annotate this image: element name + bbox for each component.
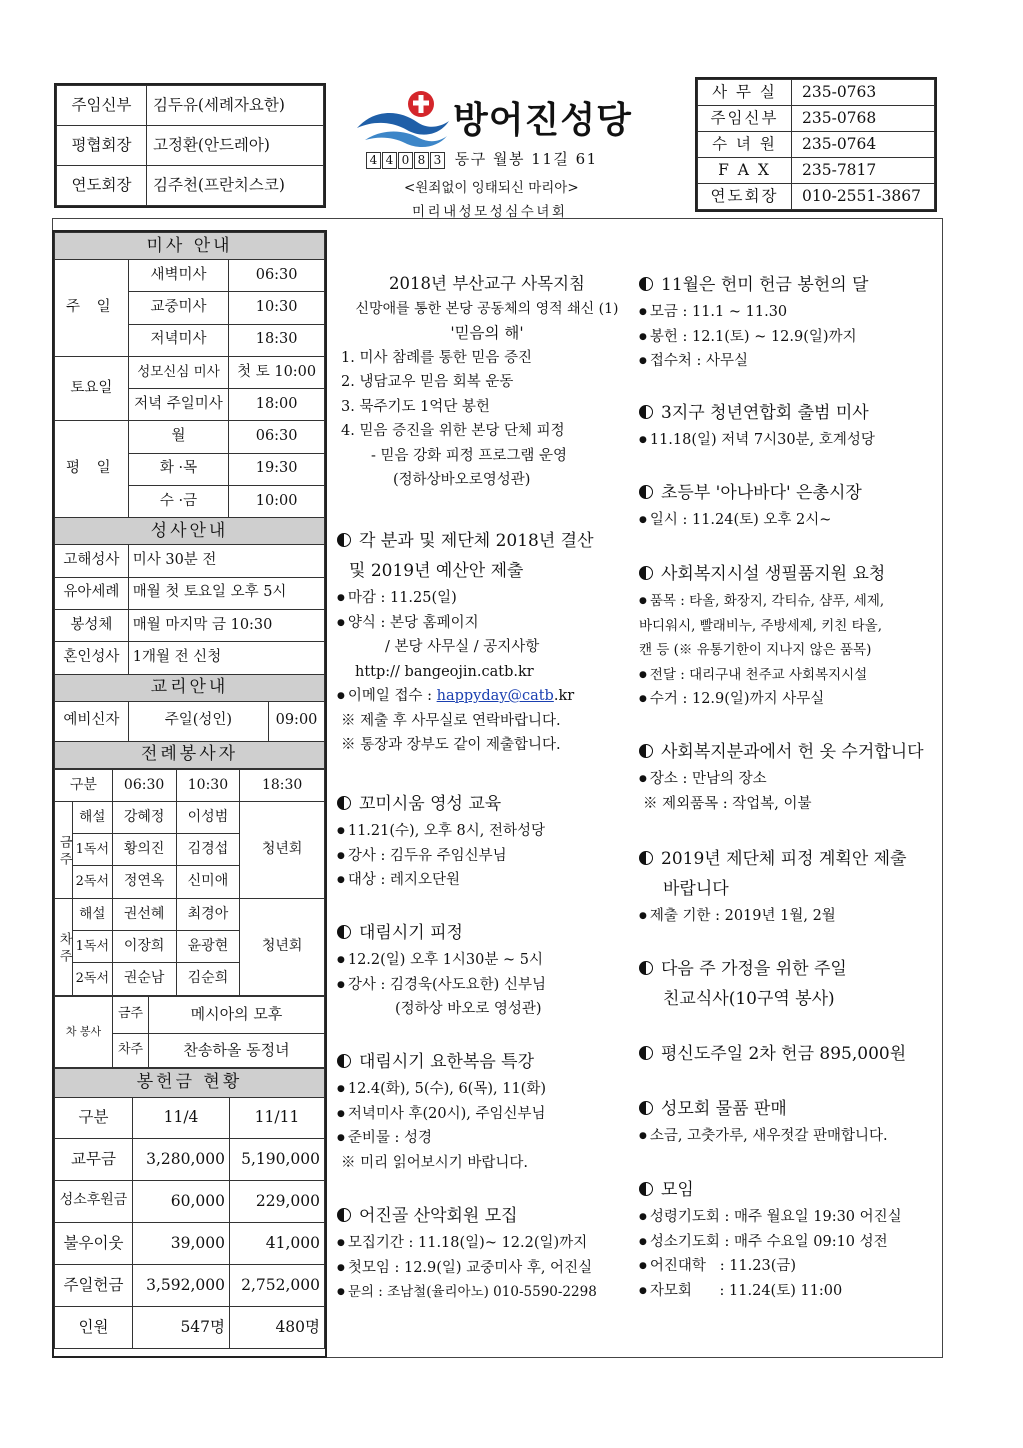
advent-lecture-line: ● 저녁미사 후(20시), 주임신부님	[337, 1102, 637, 1127]
announcements-area	[327, 230, 943, 1358]
budget-email-line	[337, 684, 637, 709]
retreat-plan-notice	[639, 844, 939, 929]
advent-retreat-place: (정하상 바오로 영성관)	[395, 1001, 542, 1017]
contact-label: 연도회장	[698, 184, 792, 210]
offering-month-title: 11월은 헌미 헌금 봉헌의 달	[661, 275, 869, 295]
contact-phone: 010-2551-3867	[792, 184, 935, 210]
hiking-club-notice	[337, 1201, 637, 1305]
mass-name: 새벽미사	[128, 260, 229, 292]
server-role: 해설	[72, 898, 112, 930]
clergy-table	[56, 85, 324, 206]
welfare-line: ● 수거 : 12.9(일)까지 사무실	[639, 687, 939, 712]
sacrament-name: 혼인성사	[55, 642, 129, 674]
mass-section-title: 미사 안내	[55, 233, 325, 260]
church-name: 방어진성당	[453, 100, 632, 141]
church-logo	[355, 88, 675, 150]
doctrine-time: 09:00	[269, 701, 325, 741]
server-name: 정연옥	[112, 866, 176, 898]
half-circle-icon	[337, 533, 351, 547]
contacts-table	[697, 79, 935, 210]
meeting-line: ● 어진대학 : 11.23(금)	[639, 1254, 939, 1279]
cleaning-week: 차주	[113, 1033, 149, 1067]
policy-subtitle: 신망애를 통한 본당 공동체의 영적 쇄신 (1)	[355, 300, 619, 317]
contact-row	[698, 132, 935, 158]
mass-day-label: 평 일	[55, 421, 129, 518]
advent-lecture-line: ● 준비물 : 성경	[337, 1126, 637, 1151]
sacrament-name: 봉성체	[55, 609, 129, 641]
mass-time: 18:30	[229, 324, 325, 356]
offering-value: 60,000	[133, 1180, 230, 1222]
offering-month-line: ● 모금 : 11.1 ~ 11.30	[639, 300, 939, 325]
welfare-line: 바디워시, 빨래비누, 주방세제, 키친 타올,	[639, 617, 882, 634]
wave-cross-logo-icon	[355, 88, 451, 150]
mass-time: 첫 토 10:00	[229, 356, 325, 388]
zip-code	[366, 150, 446, 169]
contacts-box	[695, 77, 937, 212]
server-name: 이장희	[112, 931, 176, 963]
mass-name: 교중미사	[128, 292, 229, 324]
clothes-line: ● 장소 : 만남의 장소	[639, 767, 939, 792]
clergy-name: 김주천(프란치스코)	[147, 166, 324, 206]
youth-mass-notice	[639, 398, 939, 453]
welfare-line: 캔 등 (※ 유통기한이 지나지 않은 품목)	[639, 642, 872, 658]
sale-line: ● 소금, 고춧가루, 새우젓갈 판매합니다.	[639, 1124, 939, 1149]
budget-deadline: ● 마감 : 11.25(일)	[337, 586, 637, 611]
plan-title: 2019년 제단체 피정 계획안 제출	[661, 849, 907, 869]
budget-notice	[337, 526, 637, 758]
policy-title: 2018년 부산교구 사목지침	[389, 274, 585, 293]
offering-month-line: ● 접수처 : 사무실	[639, 349, 939, 374]
doctrine-group: 주일(성인)	[128, 701, 268, 741]
mass-time: 19:30	[229, 453, 325, 485]
contact-row	[698, 158, 935, 184]
advent-lecture-line: ● 12.4(화), 5(수), 6(목), 11(화)	[337, 1077, 637, 1102]
offering-value: 3,280,000	[133, 1138, 230, 1180]
server-role: 1독서	[72, 834, 112, 866]
mass-time: 10:00	[229, 486, 325, 518]
clothes-note: ※ 제외품목 : 작업복, 이불	[643, 795, 812, 812]
zip-digit: 8	[414, 152, 429, 169]
contact-label: 주임신부	[698, 106, 792, 132]
half-circle-icon	[639, 277, 653, 291]
mass-name: 화 ·목	[128, 453, 229, 485]
server-name: 최경아	[176, 898, 240, 930]
servers-header: 18:30	[240, 769, 325, 801]
servers-header: 구분	[55, 769, 113, 801]
offering-value: 5,190,000	[230, 1138, 325, 1180]
contact-row	[698, 184, 935, 210]
budget-title-2: 및 2019년 예산안 제출	[349, 561, 524, 581]
advent-lecture-notice	[337, 1047, 637, 1175]
half-circle-icon	[639, 1182, 653, 1196]
offering-label: 교무금	[55, 1138, 133, 1180]
kids-market-notice	[639, 478, 939, 533]
homepage-link[interactable]: http:// bangeojin.catb.kr	[355, 663, 534, 680]
cleaning-label: 차 봉사	[55, 996, 113, 1067]
cleaning-table	[54, 996, 325, 1068]
youth-mass-title: 3지구 청년연합회 출범 미사	[661, 403, 869, 423]
pastoral-policy	[337, 272, 637, 493]
server-name: 강혜정	[112, 801, 176, 833]
hiking-line: ● 첫모임 : 12.9(일) 교중미사 후, 어진실	[337, 1256, 637, 1281]
family-title: 다음 주 가정을 위한 주일	[661, 959, 847, 979]
patron-subtitle: <원죄없이 잉태되신 마리아>	[404, 180, 579, 196]
advent-lecture-note: ※ 미리 읽어보시기 바랍니다.	[341, 1154, 529, 1171]
half-circle-icon	[337, 1054, 351, 1068]
mass-time: 18:00	[229, 389, 325, 421]
welfare-title: 사회복지시설 생필품지원 요청	[661, 564, 886, 584]
family-title-2: 친교식사(10구역 봉사)	[663, 989, 835, 1009]
sacrament-info: 미사 30분 전	[128, 545, 324, 577]
meeting-line: ● 성소기도회 : 매주 수요일 09:10 성전	[639, 1230, 939, 1255]
email-link[interactable]: happyday@catb	[436, 688, 554, 704]
mass-name: 수 ·금	[128, 486, 229, 518]
cleaning-group: 메시아의 모후	[149, 996, 325, 1033]
clergy-row	[57, 86, 324, 126]
advent-lecture-title: 대림시기 요한복음 특강	[359, 1052, 535, 1072]
zip-digit: 3	[430, 152, 445, 169]
hiking-line: ● 모집기간 : 11.18(일)~ 12.2(일)까지	[337, 1231, 637, 1256]
offering-label: 인원	[55, 1306, 133, 1348]
server-role: 2독서	[72, 963, 112, 995]
street-address: 동구 월봉 11길 61	[454, 150, 598, 168]
advent-retreat-notice	[337, 918, 637, 1022]
offering-value: 547명	[133, 1306, 230, 1348]
server-name: 윤광현	[176, 931, 240, 963]
meeting-line: ● 성령기도회 : 매주 월요일 19:30 어진실	[639, 1205, 939, 1230]
offering-label: 성소후원금	[55, 1180, 133, 1222]
clergy-name: 고정환(안드레아)	[147, 126, 324, 166]
contact-phone: 235-0764	[792, 132, 935, 158]
offering-value: 229,000	[230, 1180, 325, 1222]
kids-market-line: ● 일시 : 11.24(토) 오후 2시~	[639, 508, 939, 533]
policy-item: 3. 묵주기도 1억단 봉헌	[341, 398, 490, 415]
advent-retreat-line: ● 12.2(일) 오후 1시30분 ~ 5시	[337, 948, 637, 973]
half-circle-icon	[639, 1101, 653, 1115]
servers-table	[54, 769, 325, 996]
plan-title-2: 바랍니다	[663, 879, 729, 899]
advent-retreat-line: ● 강사 : 김경욱(사도요한) 신부님	[337, 973, 637, 998]
sale-notice	[639, 1094, 939, 1149]
policy-item: 4. 믿음 증진을 위한 본당 단체 피정	[341, 423, 565, 439]
contact-label: 사 무 실	[698, 80, 792, 106]
servers-week-label: 금 주	[55, 801, 73, 898]
half-circle-icon	[639, 851, 653, 865]
clergy-box	[54, 83, 326, 208]
sacrament-name: 유아세례	[55, 577, 129, 609]
offering-label: 불우이웃	[55, 1222, 133, 1264]
half-circle-icon	[639, 485, 653, 499]
half-circle-icon	[639, 566, 653, 580]
offering-month-notice	[639, 270, 939, 374]
budget-note: ※ 통장과 장부도 같이 제출합니다.	[341, 737, 561, 753]
half-circle-icon	[639, 1046, 653, 1060]
clergy-row	[57, 166, 324, 206]
kkomi-line: ● 11.21(수), 오후 8시, 전하성당	[337, 819, 637, 844]
half-circle-icon	[639, 961, 653, 975]
offering-value: 480명	[230, 1306, 325, 1348]
youth-mass-line: ● 11.18(일) 저녁 7시30분, 호계성당	[639, 428, 939, 453]
welfare-line: ● 품목 : 타올, 화장지, 각티슈, 샴푸, 세제,	[639, 589, 939, 614]
clergy-row	[57, 126, 324, 166]
mass-name: 성모신심 미사	[128, 356, 229, 388]
cleaning-group: 찬송하올 동정녀	[149, 1033, 325, 1067]
zip-digit: 4	[382, 152, 397, 169]
kkomi-title: 꼬미시움 영성 교육	[359, 794, 502, 814]
clergy-role: 연도회장	[57, 166, 147, 206]
half-circle-icon	[639, 744, 653, 758]
budget-form-2: / 본당 사무실 / 공지사항	[385, 639, 540, 655]
hiking-line: ● 문의 : 조남철(율리아노) 010-5590-2298	[337, 1280, 637, 1305]
left-info-column	[52, 230, 327, 1358]
half-circle-icon	[337, 796, 351, 810]
budget-note: ※ 제출 후 사무실로 연락바랍니다.	[341, 712, 561, 729]
server-role: 2독서	[72, 866, 112, 898]
servers-week-label: 차 주	[55, 898, 73, 995]
mass-name: 월	[128, 421, 229, 453]
email-tail: .kr	[553, 688, 575, 704]
offering-table	[54, 1068, 325, 1349]
mass-day-label: 주 일	[55, 260, 129, 357]
sacrament-info: 매월 마지막 금 10:30	[128, 609, 324, 641]
server-name: 권선혜	[112, 898, 176, 930]
offering-header: 11/11	[230, 1097, 325, 1138]
servers-section-title: 전례봉사자	[55, 741, 325, 768]
contact-label: 수 녀 원	[698, 132, 792, 158]
server-name: 이성범	[176, 801, 240, 833]
clergy-role: 주임신부	[57, 86, 147, 126]
contact-row	[698, 80, 935, 106]
advent-retreat-title: 대림시기 피정	[359, 923, 463, 943]
clothes-title: 사회복지분과에서 헌 옷 수거합니다	[661, 742, 924, 762]
offering-section-title: 봉헌금 현황	[55, 1068, 325, 1097]
contact-label: F A X	[698, 158, 792, 184]
offering-value: 2,752,000	[230, 1264, 325, 1306]
mass-time: 06:30	[229, 260, 325, 292]
meeting-line: ● 자모회 : 11.24(토) 11:00	[639, 1279, 939, 1304]
zip-digit: 4	[366, 152, 381, 169]
sacrament-info: 매월 첫 토요일 오후 5시	[128, 577, 324, 609]
laity-title: 평신도주일 2차 헌금 895,000원	[661, 1044, 907, 1064]
offering-value: 3,592,000	[133, 1264, 230, 1306]
sacrament-name: 고해성사	[55, 545, 129, 577]
half-circle-icon	[337, 925, 351, 939]
server-name: 김경섭	[176, 834, 240, 866]
server-evening-group: 청년회	[240, 898, 325, 995]
budget-title: 각 분과 및 제단체 2018년 결산	[359, 531, 594, 551]
offering-value: 41,000	[230, 1222, 325, 1264]
welfare-line: ● 전달 : 대리구내 천주교 사회복지시설	[639, 663, 939, 688]
clothes-collection-notice	[639, 737, 939, 816]
zip-digit: 0	[398, 152, 413, 169]
sale-title: 성모회 물품 판매	[661, 1099, 787, 1119]
clergy-name: 김두유(세례자요한)	[147, 86, 324, 126]
offering-value: 39,000	[133, 1222, 230, 1264]
doctrine-name: 예비신자	[55, 701, 129, 741]
mass-time: 06:30	[229, 421, 325, 453]
mass-name: 저녁 주일미사	[128, 389, 229, 421]
servers-header: 10:30	[176, 769, 240, 801]
sacrament-section-title: 성사안내	[55, 518, 325, 545]
policy-sub-item: - 믿음 강화 피정 프로그램 운영	[371, 447, 568, 464]
server-role: 해설	[72, 801, 112, 833]
contact-phone: 235-0763	[792, 80, 935, 106]
info-table	[54, 232, 325, 769]
plan-line: ● 제출 기한 : 2019년 1월, 2월	[639, 904, 939, 929]
mass-day-label: 토요일	[55, 356, 129, 421]
offering-label: 주일헌금	[55, 1264, 133, 1306]
server-name: 황의진	[112, 834, 176, 866]
half-circle-icon	[639, 405, 653, 419]
server-evening-group: 청년회	[240, 801, 325, 898]
meetings-title: 모임	[661, 1180, 694, 1200]
doctrine-section-title: 교리안내	[55, 674, 325, 701]
kkomi-line: ● 대상 : 레지오단원	[337, 868, 637, 893]
church-address	[366, 148, 666, 169]
kkomi-notice	[337, 789, 637, 893]
budget-form: ● 양식 : 본당 홈페이지	[337, 611, 637, 636]
servers-header: 06:30	[112, 769, 176, 801]
policy-sub-item-place: (정하상바오로영성관)	[393, 472, 531, 488]
server-name: 김순희	[176, 963, 240, 995]
contact-phone: 235-0768	[792, 106, 935, 132]
congregation-subtitle: 미리내성모성심수녀회	[412, 204, 568, 220]
mass-time: 10:30	[229, 292, 325, 324]
family-sunday-notice	[639, 954, 939, 1014]
hiking-title: 어진골 산악회원 모집	[359, 1206, 518, 1226]
server-name: 권순남	[112, 963, 176, 995]
half-circle-icon	[337, 1208, 351, 1222]
contact-row	[698, 106, 935, 132]
server-name: 신미애	[176, 866, 240, 898]
offering-month-line: ● 봉헌 : 12.1(토) ~ 12.9(일)까지	[639, 325, 939, 350]
cleaning-week: 금주	[113, 996, 149, 1033]
policy-item: 2. 냉담교우 믿음 회복 운동	[341, 374, 514, 390]
meetings-notice	[639, 1175, 939, 1303]
laity-sunday-notice	[639, 1039, 939, 1069]
clergy-role: 평협회장	[57, 126, 147, 166]
sacrament-info: 1개월 전 신청	[128, 642, 324, 674]
offering-header: 11/4	[133, 1097, 230, 1138]
kids-market-title: 초등부 '아나바다' 은총시장	[661, 483, 862, 503]
policy-theme: '믿음의 해'	[450, 324, 524, 342]
server-role: 1독서	[72, 931, 112, 963]
offering-header: 구분	[55, 1097, 133, 1138]
policy-item: 1. 미사 참례를 통한 믿음 증진	[341, 349, 532, 366]
kkomi-line: ● 강사 : 김두유 주임신부님	[337, 844, 637, 869]
contact-phone: 235-7817	[792, 158, 935, 184]
welfare-supplies-notice	[639, 559, 939, 712]
email-label: 이메일 접수 :	[347, 688, 437, 704]
mass-name: 저녁미사	[128, 324, 229, 356]
